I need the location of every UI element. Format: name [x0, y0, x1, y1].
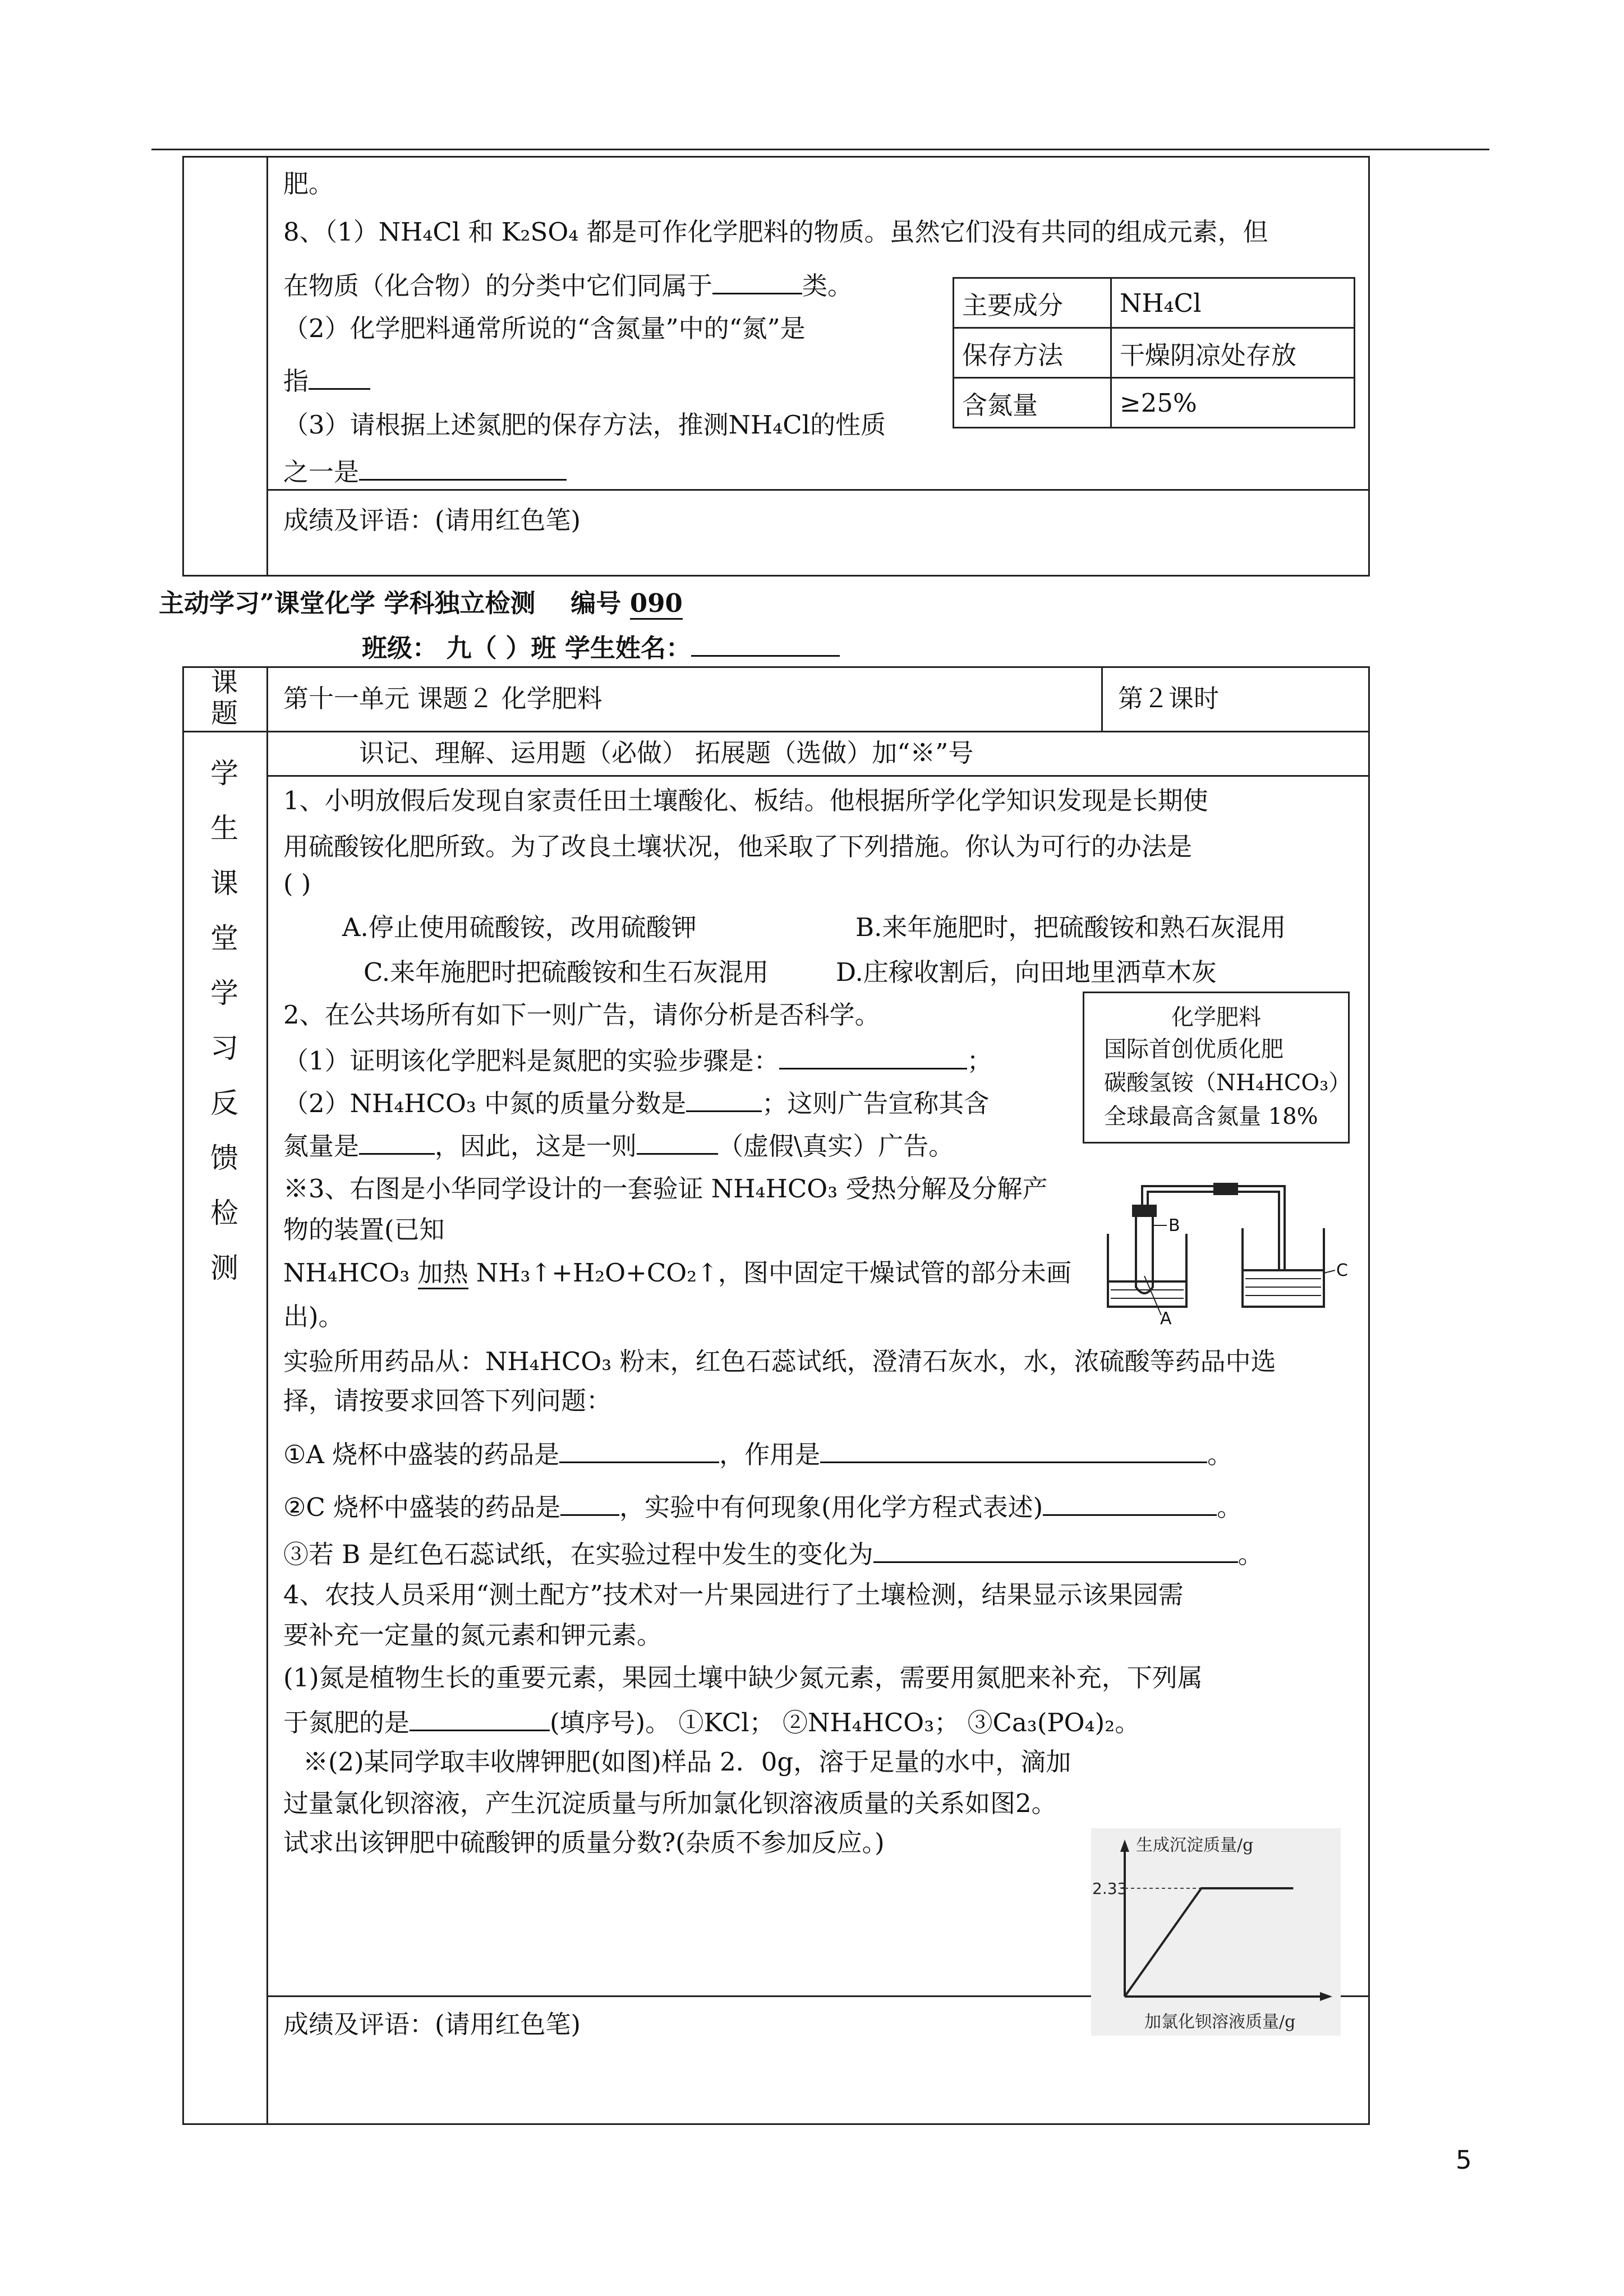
q1-line2: 用硫酸铵化肥所致。为了改良土壤状况，他采取了下列措施。你认为可行的办法是: [283, 832, 1193, 861]
precipitate-chart: [1091, 1828, 1341, 2036]
table-row: [954, 278, 1355, 328]
side-label: 学 生 课 堂 学 习 反 馈 检 测: [210, 757, 238, 1284]
q3-sub2: ②C 烧杯中盛装的药品是 ，实验中有何现象(用化学方程式表述) 。: [283, 1487, 1242, 1524]
q3-line1: ※3、右图是小华同学设计的一套验证 NH₄HCO₃ 受热分解及分解产: [283, 1174, 1048, 1204]
q4-line3: (1)氮是植物生长的重要元素，果园土壤中缺少氮元素，需要用氮肥来补充，下列属: [283, 1663, 1203, 1693]
q3-blank-4[interactable]: [1043, 1487, 1217, 1516]
q1-answer-bracket[interactable]: ( ): [283, 869, 311, 898]
table-cell-value: ≥25%: [1111, 378, 1355, 428]
q4-line1: 4、农技人员采用“测土配方”技术对一片果园进行了土壤检测，结果显示该果园需: [283, 1580, 1184, 1610]
q3-blank-2[interactable]: [820, 1435, 1207, 1463]
q2-line1: 2、在公共场所有如下一则广告，请你分析是否科学。: [283, 1000, 880, 1030]
student-name-field[interactable]: [691, 628, 840, 657]
q1-option-b[interactable]: B.来年施肥时，把硫酸铵和熟石灰混用: [855, 912, 1286, 942]
q3-line3: NH₄HCO₃ 加热 NH₃↑+H₂O+CO₂↑，图中固定干燥试管的部分未画: [283, 1256, 1071, 1290]
q3-line4: 出)。: [283, 1302, 344, 1331]
label-c: C: [1336, 1261, 1348, 1280]
q3-line6: 择，请按要求回答下列问题：: [283, 1386, 612, 1416]
table-cell-value: NH₄Cl: [1111, 278, 1355, 328]
nh4cl-info-table: [953, 277, 1355, 428]
label-b: B: [1168, 1216, 1180, 1235]
q8-blank-3[interactable]: [359, 452, 567, 481]
topic-label: 课题: [210, 667, 238, 729]
q4-line4: 于氮肥的是 (填序号)。 ①KCl； ②NH₄HCO₃； ③Ca₃(PO₄)₂。: [283, 1703, 1140, 1740]
ad-line: 碳酸氢铵（NH₄HCO₃）: [1104, 1070, 1351, 1096]
table-row: [954, 328, 1355, 378]
lesson-subtitle: 识记、理解、运用题（必做） 拓展题（选做）加“※”号: [359, 738, 974, 768]
y-axis-arrow: [1120, 1839, 1129, 1852]
q2-blank-2[interactable]: [686, 1084, 762, 1112]
y-axis-label: 生成沉淀质量/g: [1136, 1836, 1254, 1855]
class-line: 班级： 九（ ）班 学生姓名：: [362, 628, 840, 665]
table-cell-label: 含氮量: [954, 378, 1111, 428]
q4-line2: 要补充一定量的氮元素和钾元素。: [283, 1620, 663, 1650]
code-value: 090: [630, 588, 683, 620]
lesson-topic: 第十一单元 课题２ 化学肥料: [283, 684, 602, 713]
q8-blank-2[interactable]: [309, 361, 370, 390]
y-tick-label: 2.33: [1092, 1879, 1128, 1898]
q4-line5: ※(2)某同学取丰收牌钾肥(如图)样品 2．0g，溶于足量的水中，滴加: [303, 1747, 1071, 1777]
page-header-rule: [151, 149, 1489, 150]
q4-line6: 过量氯化钡溶液，产生沉淀质量与所加氯化钡溶液质量的关系如图2。: [283, 1788, 1057, 1818]
ad-line: 国际首创优质化肥: [1104, 1036, 1283, 1062]
q1-line1: 1、小明放假后发现自家责任田土壤酸化、板结。他根据所学化学知识发现是长期使: [283, 786, 1208, 815]
q8-blank-1[interactable]: [712, 266, 802, 294]
q1-option-d[interactable]: D.庄稼收割后，向田地里洒草木灰: [836, 957, 1217, 987]
grade-comment-top: 成绩及评语：(请用红色笔): [283, 505, 581, 535]
q1-option-c[interactable]: C.来年施肥时把硫酸铵和生石灰混用: [364, 957, 769, 987]
q2-blank-4[interactable]: [637, 1126, 718, 1155]
table-row: [954, 378, 1355, 428]
q8-line4: 指: [283, 361, 370, 398]
x-axis-arrow: [1320, 1992, 1332, 2001]
q4-blank-1[interactable]: [410, 1703, 550, 1731]
q1-option-a[interactable]: A.停止使用硫酸铵，改用硫酸钾: [342, 912, 697, 942]
q3-blank-5[interactable]: [873, 1534, 1238, 1563]
fertilizer-ad-box: [1083, 992, 1350, 1144]
q2-line2: （1）证明该化学肥料是氮肥的实验步骤是： ；: [283, 1041, 992, 1078]
delivery-tube: [1142, 1186, 1285, 1270]
label-a: A: [1160, 1309, 1172, 1326]
q8-line5: （3）请根据上述氮肥的保存方法，推测NH₄Cl的性质: [283, 410, 886, 440]
q8-line3: （2）化学肥料通常所说的“含氮量”中的“氮”是: [283, 313, 806, 343]
q8-line2: 在物质（化合物）的分类中它们同属于 类。: [283, 266, 853, 303]
table-cell-label: 保存方法: [954, 328, 1111, 378]
q3-sub3: ③若 B 是红色石蕊试纸，在实验过程中发生的变化为 。: [283, 1534, 1263, 1571]
ad-line: 化学肥料: [1171, 1004, 1261, 1030]
q2-line3: （2）NH₄HCO₃ 中氮的质量分数是 ；这则广告宣称其含: [283, 1084, 989, 1121]
q3-line5: 实验所用药品从：NH₄HCO₃ 粉末，红色石蕊试纸，澄清石灰水，水，浓硫酸等药品中选: [283, 1347, 1276, 1376]
q3-blank-3[interactable]: [560, 1487, 619, 1516]
q3-line2: 物的装置(已知: [283, 1215, 445, 1244]
q4-line7: 试求出该钾肥中硫酸钾的质量分数?(杂质不参加反应。): [283, 1828, 885, 1857]
continued-text: 肥。: [283, 169, 334, 199]
q2-blank-1[interactable]: [779, 1041, 967, 1069]
q3-blank-1[interactable]: [559, 1435, 719, 1463]
q8-line6: 之一是: [283, 452, 567, 489]
series-line: [1125, 1888, 1293, 1997]
worksheet-title: 主动学习”课堂化学 学科独立检测 编号 090: [159, 587, 683, 620]
apparatus-diagram: [1099, 1175, 1355, 1326]
x-axis-label: 加氯化钡溶液质量/g: [1144, 2012, 1296, 2032]
ad-line: 全球最高含氮量 18%: [1104, 1104, 1318, 1129]
table-cell-value: 干燥阴凉处存放: [1111, 328, 1355, 378]
table-cell-label: 主要成分: [954, 278, 1111, 328]
beaker-left: [1108, 1234, 1186, 1307]
q3-sub1: ①A 烧杯中盛装的药品是 ，作用是 。: [283, 1435, 1232, 1472]
page-number: 5: [1456, 2145, 1472, 2175]
lesson-period: 第２课时: [1118, 684, 1220, 713]
q2-line4: 氮量是 ，因此，这是一则 （虚假\真实）广告。: [283, 1126, 954, 1163]
grade-comment-bottom: 成绩及评语：(请用红色笔): [283, 2009, 581, 2039]
q8-line1: 8、（1）NH₄Cl 和 K₂SO₄ 都是可作化学肥料的物质。虽然它们没有共同的组成元素，但: [283, 217, 1268, 247]
q2-blank-3[interactable]: [359, 1126, 435, 1155]
